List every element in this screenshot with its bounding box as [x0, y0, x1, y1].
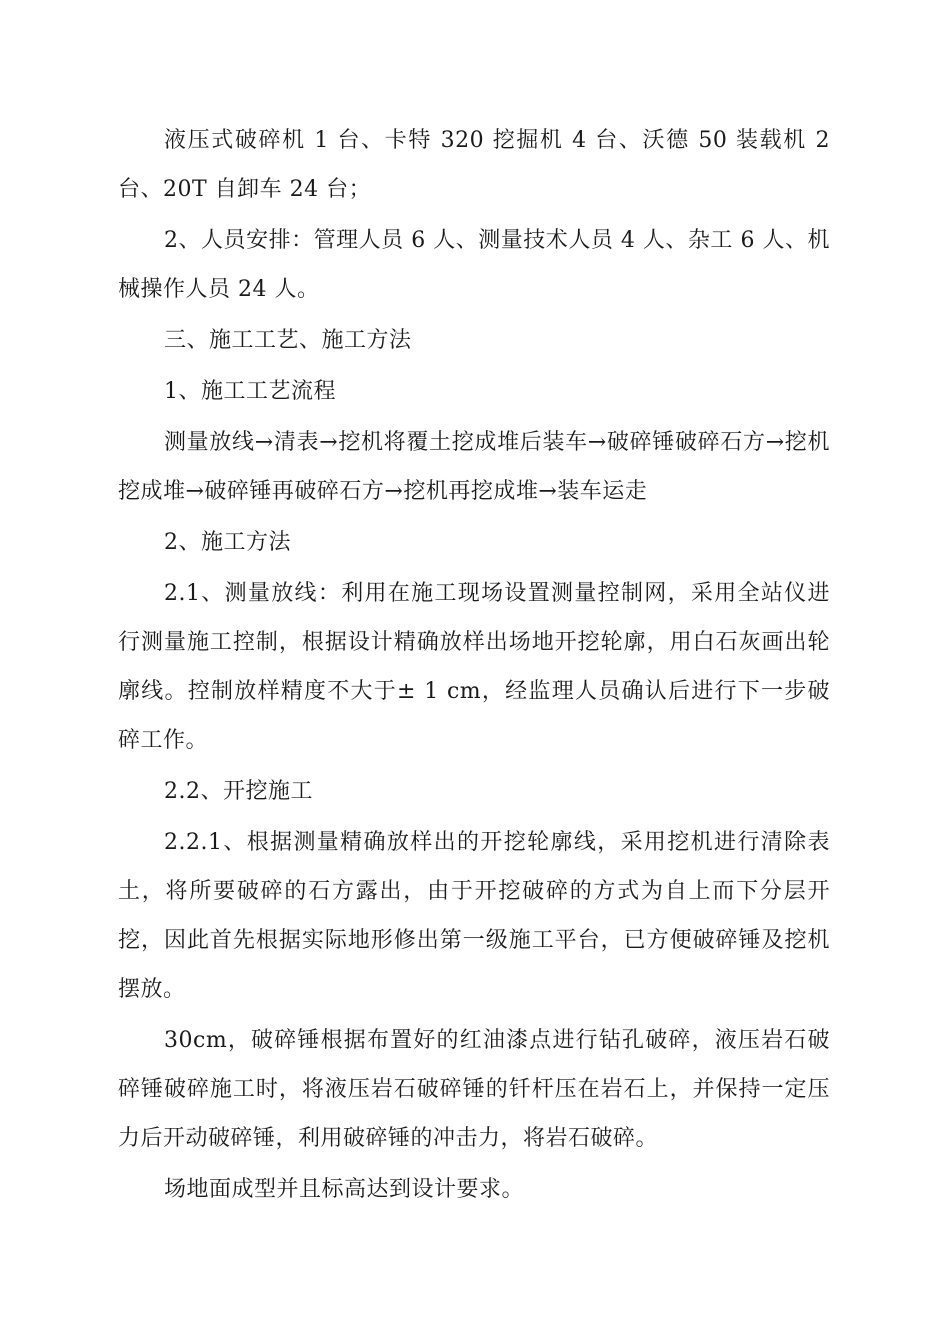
document-body — [118, 116, 830, 1216]
paragraph-equipment-list: 液压式破碎机 1 台、卡特 320 挖掘机 4 台、沃德 50 装载机 2 台、20T 自卸车 24 台； — [118, 128, 830, 202]
heading-process-flow: 1、施工工艺流程 — [164, 379, 336, 404]
paragraph-breaking: 30cm，破碎锤根据布置好的红油漆点进行钻孔破碎，液压岩石破碎锤破碎施工时，将液压岩石破碎锤的钎杆压在岩石上，并保持一定压力后开动破碎锤，利用破碎锤的冲击力，将岩石破碎。 — [118, 1028, 830, 1151]
paragraph-staffing: 2、人员安排：管理人员 6 人、测量技术人员 4 人、杂工 6 人、机械操作人员 24 人。 — [118, 228, 830, 302]
paragraph-site-finish: 场地面成型并且标高达到设计要求。 — [164, 1177, 525, 1202]
heading-excavation: 2.2、开挖施工 — [164, 779, 313, 804]
paragraph-surveying: 2.1、测量放线：利用在施工现场设置测量控制网，采用全站仪进行测量施工控制，根据设计精确放样出场地开挖轮廓，用白石灰画出轮廓线。控制放样精度不大于± 1 cm，经监理人员确认后进行下一步破碎工作。 — [118, 581, 830, 753]
heading-construction-methods: 2、施工方法 — [164, 530, 291, 555]
paragraph-process-flow: 测量放线→清表→挖机将覆土挖成堆后装车→破碎锤破碎石方→挖机挖成堆→破碎锤再破碎石方→挖机再挖成堆→装车运走 — [118, 430, 830, 504]
paragraph-excavation-step-1: 2.2.1、根据测量精确放样出的开挖轮廓线，采用挖机进行清除表土，将所要破碎的石方露出，由于开挖破碎的方式为自上而下分层开挖，因此首先根据实际地形修出第一级施工平台，已方便破碎锤及挖机摆放。 — [118, 830, 830, 1002]
heading-construction-process-methods: 三、施工工艺、施工方法 — [164, 328, 412, 353]
